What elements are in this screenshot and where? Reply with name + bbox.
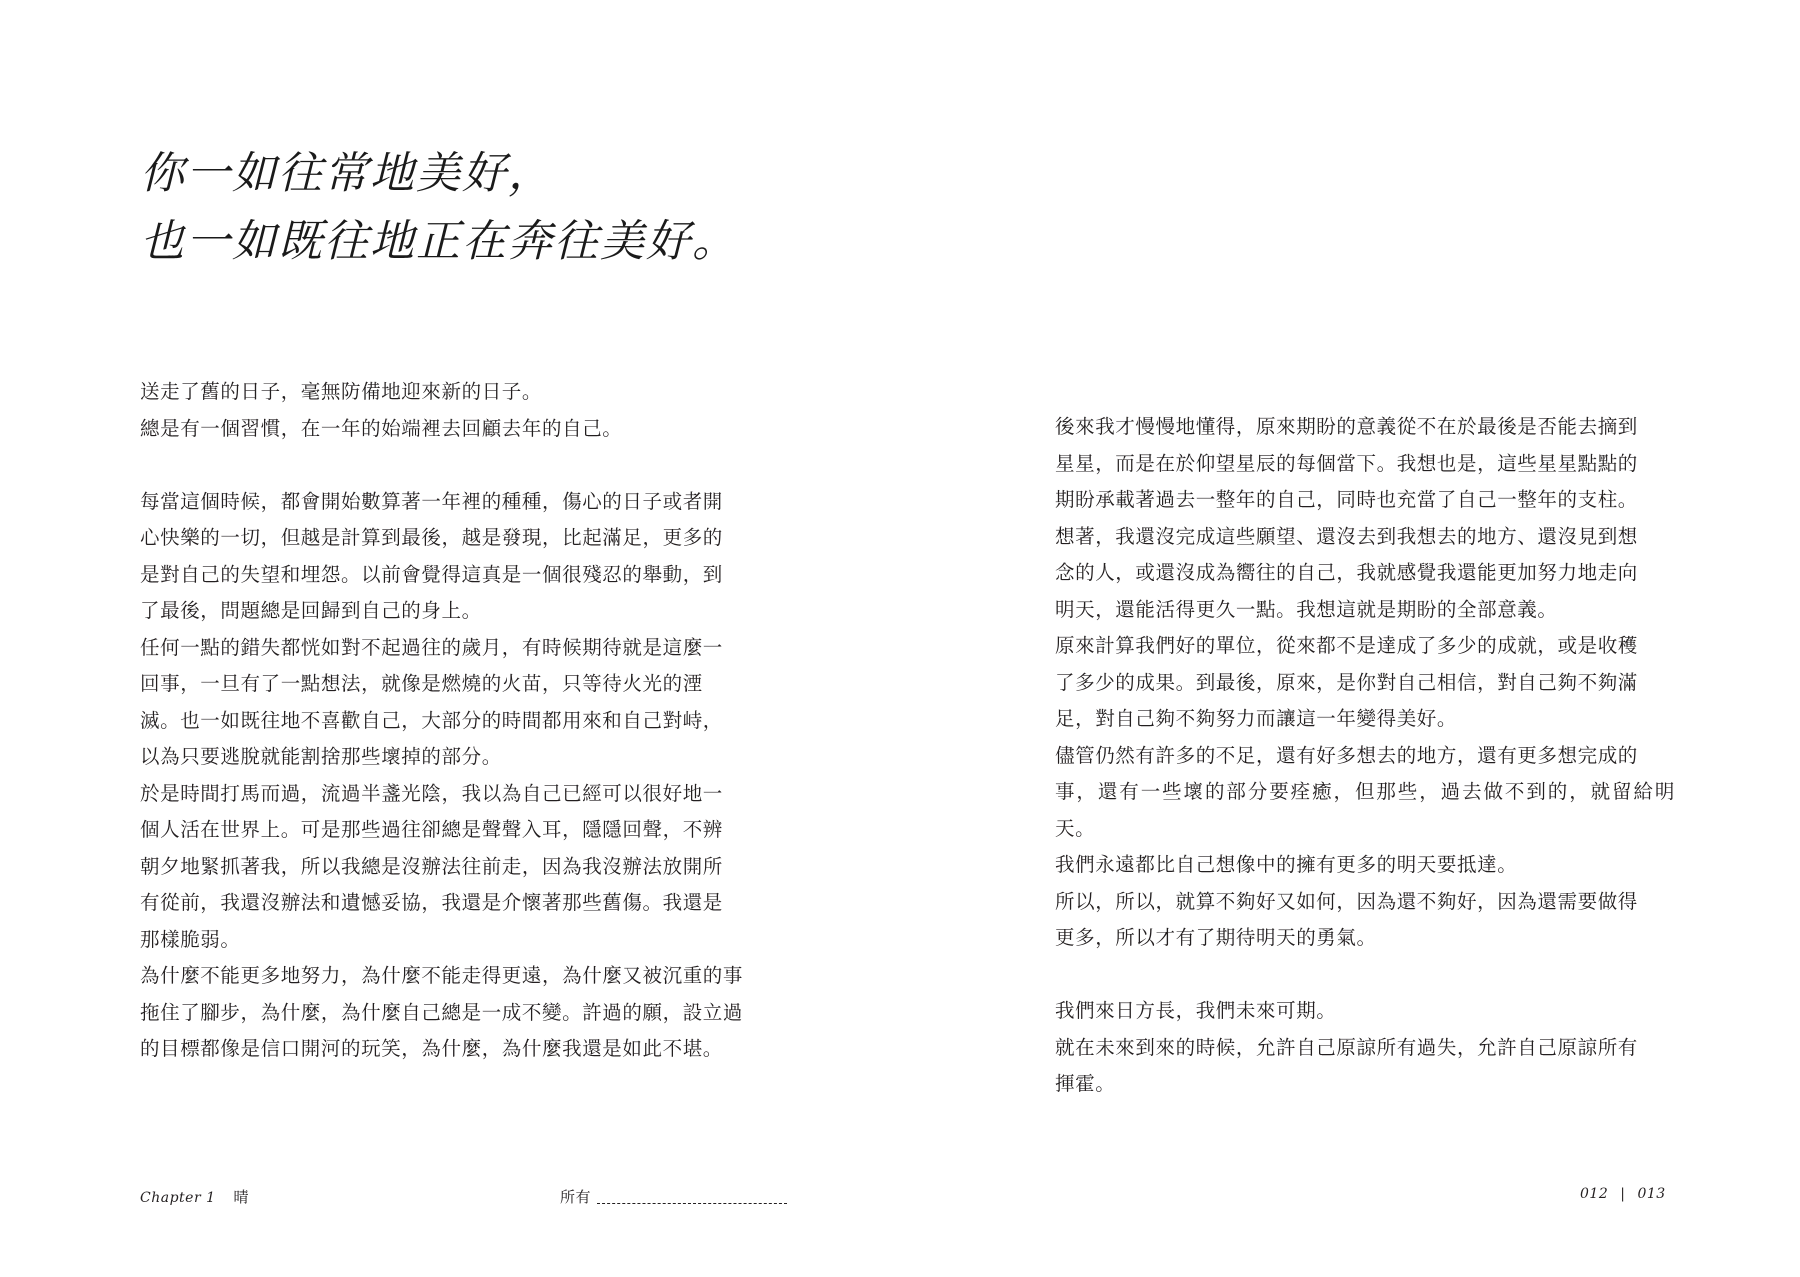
footer-page-numbers <box>1580 1186 1666 1202</box>
text-line: 任何一點的錯失都恍如對不起過往的歲月，有時候期待就是這麼一 <box>140 635 723 659</box>
footer-chapter <box>140 1186 249 1207</box>
text-line: 我們永遠都比自己想像中的擁有更多的明天要抵達。 <box>1055 853 1518 876</box>
text-line: 朝夕地緊抓著我，所以我總是沒辦法往前走，因為我沒辦法放開所 <box>140 854 723 878</box>
paragraph <box>1055 628 1675 738</box>
left-body-text <box>140 374 760 1068</box>
text-line: 了最後，問題總是回歸到自己的身上。 <box>140 599 482 622</box>
title-blank-underline <box>597 1202 787 1204</box>
chapter-label: Chapter 1 <box>140 1190 216 1206</box>
paragraph <box>140 630 760 776</box>
text-line: 心快樂的一切，但越是計算到最後，越是發現，比起滿足，更多的 <box>140 526 723 549</box>
paragraph <box>1055 738 1675 884</box>
paragraph <box>140 776 760 959</box>
text-line: 所以，所以，就算不夠好又如何，因為還不夠好，因為還需要做得 <box>1055 889 1638 913</box>
text-line: 的目標都像是信口開河的玩笑，為什麼，為什麼我還是如此不堪。 <box>140 1037 723 1060</box>
text-line: 拖住了腳步，為什麼，為什麼自己總是一成不變。許過的願，設立過 <box>140 1000 744 1024</box>
handwritten-line-2: 也一如既往地正在奔往美好。 <box>140 216 738 267</box>
text-line: 有從前，我還沒辦法和遺憾妥協，我還是介懷著那些舊傷。我還是 <box>140 891 723 914</box>
text-line: 以為只要逃脫就能割捨那些壞掉的部分。 <box>140 745 502 768</box>
text-line: 於是時間打馬而過，流過半盞光陰，我以為自己已經可以很好地一 <box>140 781 723 805</box>
handwritten-title <box>140 140 738 280</box>
text-line: 我們來日方長，我們未來可期。 <box>1055 999 1337 1022</box>
text-line: 足，對自己夠不夠努力而讓這一年變得美好。 <box>1055 707 1458 730</box>
text-line: 為什麼不能更多地努力，為什麼不能走得更遠，為什麼又被沉重的事 <box>140 964 744 987</box>
text-line: 總是有一個習慣，在一年的始端裡去回顧去年的自己。 <box>140 416 623 440</box>
paragraph <box>1055 993 1675 1103</box>
text-line: 星星，而是在於仰望星辰的每個當下。我想也是，這些星星點點的 <box>1055 451 1638 475</box>
text-line: 念的人，或還沒成為嚮往的自己，我就感覺我還能更加努力地走向 <box>1055 561 1638 584</box>
text-line: 期盼承載著過去一整年的自己，同時也充當了自己一整年的支柱。 <box>1055 488 1638 511</box>
text-line: 那樣脆弱。 <box>140 927 241 951</box>
paragraph <box>140 958 760 1068</box>
text-line: 事，還有一些壞的部分要痊癒，但那些，過去做不到的，就留給明天。 <box>1055 780 1675 840</box>
chapter-title: 晴 <box>233 1188 250 1206</box>
text-line: 個人活在世界上。可是那些過往卻總是聲聲入耳，隱隱回聲，不辨 <box>140 818 723 841</box>
paragraph <box>140 374 760 447</box>
text-line: 想著，我還沒完成這些願望、還沒去到我想去的地方、還沒見到想 <box>1055 524 1638 548</box>
text-line: 儘管仍然有許多的不足，還有好多想去的地方，還有更多想完成的 <box>1055 743 1638 767</box>
text-line: 每當這個時候，都會開始數算著一年裡的種種，傷心的日子或者開 <box>140 489 723 513</box>
text-line: 送走了舊的日子，毫無防備地迎來新的日子。 <box>140 380 543 403</box>
page-number-left: 012 <box>1580 1186 1609 1202</box>
paragraph <box>1055 884 1675 957</box>
right-body-text <box>1055 409 1675 1103</box>
paragraph <box>1055 409 1675 628</box>
book-title: 所有 <box>560 1188 592 1206</box>
text-line: 了多少的成果。到最後，原來，是你對自己相信，對自己夠不夠滿 <box>1055 670 1638 694</box>
text-line: 是對自己的失望和埋怨。以前會覺得這真是一個很殘忍的舉動，到 <box>140 562 723 586</box>
handwritten-title-svg <box>140 140 738 280</box>
paragraph <box>140 484 760 630</box>
text-line: 就在未來到來的時候，允許自己原諒所有過失，允許自己原諒所有 <box>1055 1035 1638 1059</box>
page-separator: | <box>1620 1186 1626 1202</box>
handwritten-line-1: 你一如往常地美好， <box>140 148 554 199</box>
text-line: 回事，一旦有了一點想法，就像是燃燒的火苗，只等待火光的湮 <box>140 672 703 695</box>
text-line: 後來我才慢慢地懂得，原來期盼的意義從不在於最後是否能去摘到 <box>1055 415 1638 438</box>
text-line: 明天，還能活得更久一點。我想這就是期盼的全部意義。 <box>1055 597 1558 621</box>
text-line: 原來計算我們好的單位，從來都不是達成了多少的成就，或是收穫 <box>1055 634 1638 657</box>
footer-book-title <box>560 1186 787 1207</box>
right-page <box>900 0 1800 1277</box>
text-line: 滅。也一如既往地不喜歡自己，大部分的時間都用來和自己對峙， <box>140 708 723 732</box>
text-line: 更多，所以才有了期待明天的勇氣。 <box>1055 926 1377 949</box>
page-number-right: 013 <box>1637 1186 1666 1202</box>
text-line: 揮霍。 <box>1055 1072 1116 1095</box>
